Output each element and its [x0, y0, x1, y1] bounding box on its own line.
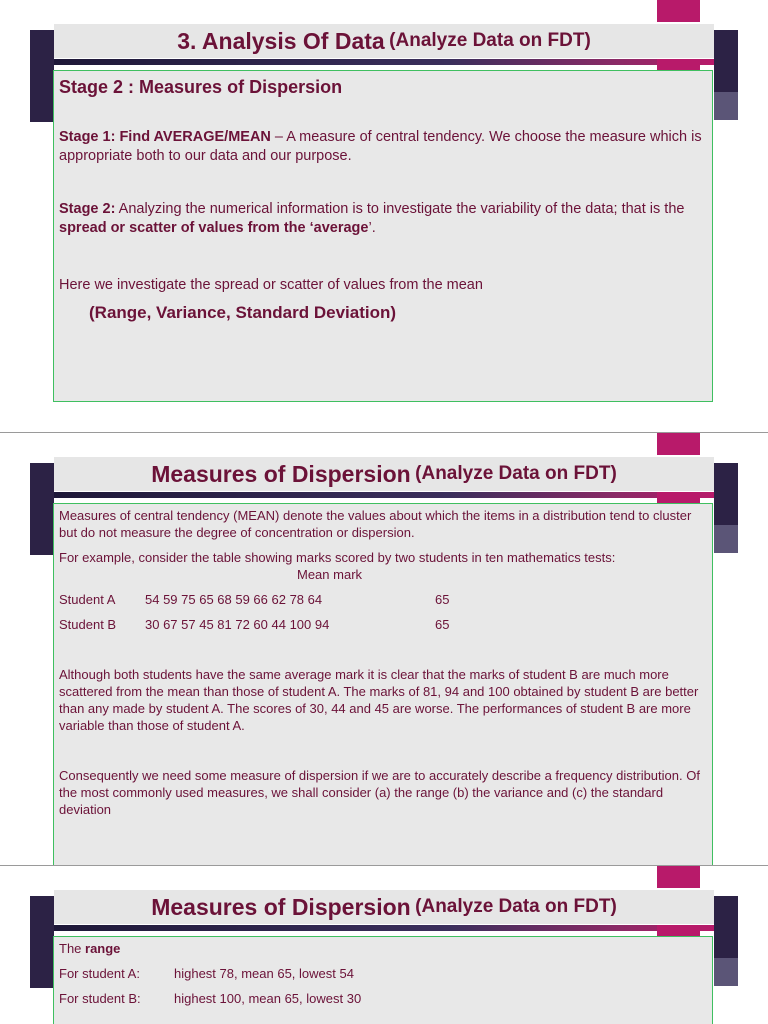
left-accent-bar	[30, 896, 54, 988]
stage-1-text: – A measure of central tendency. We choose the measure which is appropriate both to our data and our purpose.	[59, 129, 702, 164]
pink-tab-bottom	[657, 925, 700, 936]
slide-title	[54, 457, 714, 491]
student-label: Student A	[59, 592, 116, 607]
title-main: Measures of Dispersion	[151, 893, 411, 920]
slide-2	[0, 433, 768, 865]
right-accent-bar	[714, 30, 738, 92]
content-box	[53, 936, 713, 1024]
slide-3	[0, 866, 768, 1024]
central-tendency-paragraph: Measures of central tendency (MEAN) denote the values about which the items in a distribution tend to cluster but do not measure the degree of concentration or dispersion.	[59, 508, 692, 540]
title-stripe	[54, 492, 714, 498]
stage-2-bold: spread or scatter of values from the ‘average	[59, 220, 369, 236]
student-mean: 65	[435, 592, 450, 607]
stage-1-paragraph	[59, 128, 707, 166]
right-accent-bar-light	[714, 525, 738, 553]
mean-mark-header: Mean mark	[297, 567, 363, 582]
range-intro-the: The	[59, 941, 86, 956]
range-row-text: highest 100, mean 65, lowest 30	[174, 991, 362, 1006]
measures-list: (Range, Variance, Standard Deviation)	[89, 303, 397, 322]
slide-title	[54, 890, 714, 924]
right-accent-bar	[714, 896, 738, 958]
range-intro-bold: range	[85, 941, 121, 956]
content-box	[53, 503, 713, 865]
student-row	[59, 591, 707, 608]
range-row	[59, 965, 707, 982]
pink-tab-top	[657, 866, 700, 888]
range-row-label: For student B:	[59, 991, 141, 1006]
stage-2-paragraph	[59, 200, 707, 238]
slide-1	[0, 0, 768, 432]
slide-title	[54, 24, 714, 58]
left-accent-bar	[30, 463, 54, 555]
pink-tab-bottom	[657, 492, 700, 503]
stage-2-text-a: Analyzing the numerical information is to investigate the variability of the data; that is the	[115, 201, 685, 217]
right-accent-bar	[714, 463, 738, 525]
student-mean: 65	[435, 617, 450, 632]
range-row-label: For student A:	[59, 966, 140, 981]
stage-2-text-b: ’.	[368, 220, 376, 236]
section-heading: Stage 2 : Measures of Dispersion	[59, 77, 343, 97]
title-main: 3. Analysis Of Data	[177, 27, 385, 54]
stage-2-label: Stage 2:	[59, 201, 116, 217]
range-intro	[59, 940, 707, 957]
student-marks: 54 59 75 65 68 59 66 62 78 64	[145, 592, 323, 607]
conclusion-paragraph: Consequently we need some measure of dispersion if we are to accurately describe a frequency distribution. Of the most commonly used measures, we shall consider (a) the range (b) the variance and (c) the standard deviation	[59, 768, 700, 817]
range-row	[59, 990, 707, 1007]
pink-tab-bottom	[657, 59, 700, 70]
right-accent-bar-light	[714, 958, 738, 986]
right-accent-bar-light	[714, 92, 738, 120]
stage-1-bold: : Find AVERAGE/MEAN	[110, 129, 271, 145]
student-row	[59, 616, 707, 633]
title-main: Measures of Dispersion	[151, 460, 411, 487]
title-stripe	[54, 925, 714, 931]
title-sub: (Analyze Data on FDT)	[415, 463, 617, 484]
student-marks: 30 67 57 45 81 72 60 44 100 94	[145, 617, 330, 632]
example-paragraph: For example, consider the table showing marks scored by two students in ten mathematics tests:	[59, 550, 616, 565]
left-accent-bar	[30, 30, 54, 122]
comparison-paragraph: Although both students have the same average mark it is clear that the marks of student B are much more scattered from the mean than those of student A. The marks of 81, 94 and 100 obtained by student B are better than any made by student A. The scores of 30, 44 and 45 are worse. The performances of student B are more variable than those of student A.	[59, 667, 699, 733]
title-sub: (Analyze Data on FDT)	[389, 30, 591, 51]
content-box	[53, 70, 713, 402]
title-sub: (Analyze Data on FDT)	[415, 896, 617, 917]
pink-tab-top	[657, 433, 700, 455]
investigate-paragraph: Here we investigate the spread or scatter of values from the mean	[59, 277, 483, 293]
student-label: Student B	[59, 617, 117, 632]
title-stripe	[54, 59, 714, 65]
pink-tab-top	[657, 0, 700, 22]
range-row-text: highest 78, mean 65, lowest 54	[174, 966, 354, 981]
stage-1-label: Stage 1	[59, 129, 111, 145]
